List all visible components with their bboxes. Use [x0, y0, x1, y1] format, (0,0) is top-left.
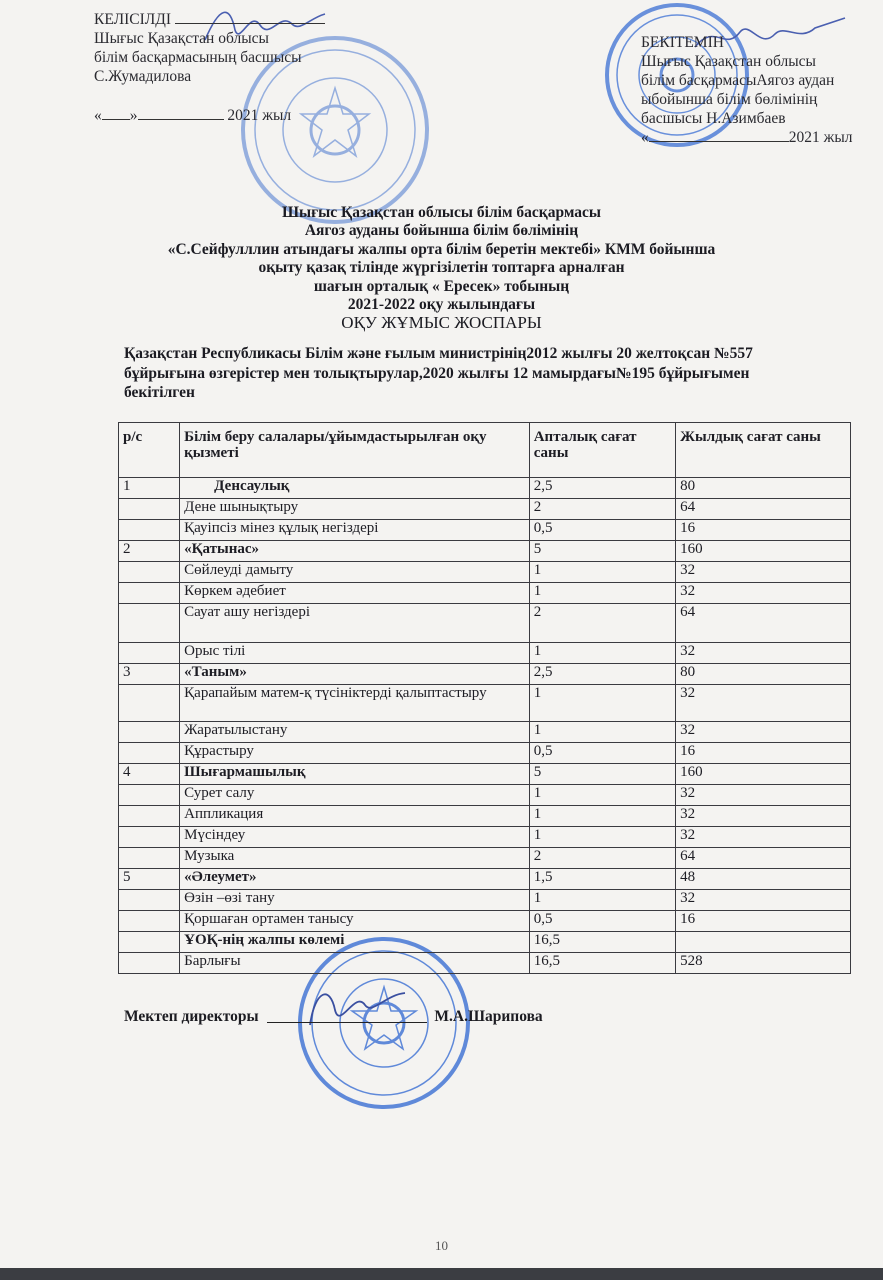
cell-number [119, 848, 180, 869]
approval-block-right [641, 33, 877, 147]
cell-yearly-hours: 16 [676, 911, 851, 932]
cell-subject: Барлығы [180, 953, 530, 974]
cell-subject: Аппликация [180, 806, 530, 827]
approval-right-line1: Шығыс Қазақстан облысы [641, 53, 816, 70]
cell-yearly-hours [676, 932, 851, 953]
cell-number: 5 [119, 869, 180, 890]
cell-subject: «Әлеумет» [180, 869, 530, 890]
cell-number [119, 583, 180, 604]
title-line-5: шағын орталық « Ересек» тобының [313, 277, 570, 295]
cell-subject: Көркем әдебиет [180, 583, 530, 604]
cell-weekly-hours: 2,5 [529, 664, 675, 685]
cell-weekly-hours: 5 [529, 764, 675, 785]
cell-subject: Құрастыру [180, 743, 530, 764]
cell-number [119, 890, 180, 911]
cell-subject: «Қатынас» [180, 541, 530, 562]
cell-number [119, 499, 180, 520]
cell-number [119, 604, 180, 643]
cell-yearly-hours: 528 [676, 953, 851, 974]
header-subject: Білім беру салалары/ұйымдастырылған оқу қызметі [180, 423, 530, 478]
cell-subject: Қарапайым матем-қ түсініктерді қалыптастыру [180, 685, 530, 722]
table-body [119, 478, 851, 974]
title-line-7: ОҚУ ЖҰМЫС ЖОСПАРЫ [341, 313, 542, 333]
cell-weekly-hours: 1 [529, 827, 675, 848]
cell-subject: Шығармашылық [180, 764, 530, 785]
approval-right-line4: басшысы Н.Азимбаев [641, 110, 786, 127]
header-number: р/с [119, 423, 180, 478]
cell-weekly-hours: 0,5 [529, 520, 675, 541]
approval-right-heading: БЕКІТЕМІН [641, 34, 724, 51]
cell-yearly-hours: 160 [676, 764, 851, 785]
table-row [119, 664, 851, 685]
approval-right-line3: ыбойынша білім бөлімінің [641, 91, 818, 108]
table-row [119, 685, 851, 722]
table-row [119, 785, 851, 806]
title-line-3: «С.Сейфулллин атындағы жалпы орта білім беретін мектебі» КММ бойынша [167, 240, 716, 258]
cell-weekly-hours: 1 [529, 685, 675, 722]
cell-number [119, 785, 180, 806]
title-line-6: 2021-2022 оқу жылындағы [347, 296, 536, 314]
cell-yearly-hours: 32 [676, 827, 851, 848]
header-weekly-hours: Апталық сағат саны [529, 423, 675, 478]
table-row [119, 932, 851, 953]
table-row [119, 541, 851, 562]
cell-yearly-hours: 48 [676, 869, 851, 890]
cell-yearly-hours: 32 [676, 562, 851, 583]
table-row [119, 743, 851, 764]
cell-yearly-hours: 32 [676, 806, 851, 827]
cell-subject: Жаратылыстану [180, 722, 530, 743]
cell-subject: Сауат ашу негіздері [180, 604, 530, 643]
table-row [119, 643, 851, 664]
cell-subject: «Таным» [180, 664, 530, 685]
director-label: Мектеп директоры [124, 1008, 259, 1025]
cell-weekly-hours: 1 [529, 643, 675, 664]
cell-yearly-hours: 32 [676, 722, 851, 743]
cell-number [119, 911, 180, 932]
header-yearly-hours: Жылдық сағат саны [676, 423, 851, 478]
cell-weekly-hours: 1 [529, 785, 675, 806]
title-line-1: Шығыс Қазақстан облысы білім басқармасы [281, 204, 602, 221]
cell-subject: Орыс тілі [180, 643, 530, 664]
approval-left-line3: С.Жумадилова [94, 68, 192, 85]
cell-yearly-hours: 32 [676, 785, 851, 806]
cell-number [119, 685, 180, 722]
cell-subject: Денсаулық [180, 478, 530, 499]
cell-number: 2 [119, 541, 180, 562]
cell-subject: Дене шынықтыру [180, 499, 530, 520]
director-signature-line [124, 1008, 543, 1026]
table-row [119, 604, 851, 643]
table-row [119, 478, 851, 499]
table-row [119, 869, 851, 890]
cell-weekly-hours: 2 [529, 848, 675, 869]
cell-yearly-hours: 16 [676, 520, 851, 541]
cell-yearly-hours: 80 [676, 664, 851, 685]
approval-left-heading: КЕЛІСІЛДІ [94, 11, 172, 28]
table-row [119, 520, 851, 541]
table-row [119, 562, 851, 583]
curriculum-table [118, 422, 851, 974]
cell-yearly-hours: 16 [676, 743, 851, 764]
cell-weekly-hours: 2 [529, 499, 675, 520]
cell-weekly-hours: 0,5 [529, 743, 675, 764]
cell-weekly-hours: 5 [529, 541, 675, 562]
approval-right-line2: білім басқармасыАягоз аудан [641, 72, 835, 89]
cell-number [119, 520, 180, 541]
cell-number [119, 743, 180, 764]
approval-left-line2: білім басқармасының басшысы [94, 49, 302, 66]
table-row [119, 890, 851, 911]
cell-weekly-hours: 1,5 [529, 869, 675, 890]
cell-yearly-hours: 32 [676, 685, 851, 722]
table-row [119, 848, 851, 869]
cell-weekly-hours: 16,5 [529, 953, 675, 974]
cell-subject: ҰОҚ-нің жалпы көлемі [180, 932, 530, 953]
cell-weekly-hours: 0,5 [529, 911, 675, 932]
cell-number [119, 806, 180, 827]
cell-subject: Мүсіндеу [180, 827, 530, 848]
cell-subject: Қоршаған ортамен танысу [180, 911, 530, 932]
approval-left-date: « » 2021 жыл [94, 107, 292, 124]
cell-number: 3 [119, 664, 180, 685]
cell-yearly-hours: 32 [676, 583, 851, 604]
cell-yearly-hours: 64 [676, 604, 851, 643]
director-name: М.А.Шарипова [434, 1008, 543, 1025]
cell-weekly-hours: 1 [529, 722, 675, 743]
cell-number [119, 643, 180, 664]
table-row [119, 583, 851, 604]
table-row [119, 722, 851, 743]
cell-subject: Сурет салу [180, 785, 530, 806]
table-row [119, 827, 851, 848]
cell-yearly-hours: 80 [676, 478, 851, 499]
document-title [0, 204, 883, 333]
cell-number [119, 562, 180, 583]
cell-yearly-hours: 64 [676, 499, 851, 520]
cell-weekly-hours: 1 [529, 890, 675, 911]
cell-number [119, 827, 180, 848]
cell-weekly-hours: 2 [529, 604, 675, 643]
cell-yearly-hours: 32 [676, 643, 851, 664]
scan-bottom-edge [0, 1268, 883, 1280]
cell-subject: Сөйлеуді дамыту [180, 562, 530, 583]
table-row [119, 911, 851, 932]
title-line-2: Аягоз ауданы бойынша білім бөлімінің [304, 222, 579, 240]
table-row [119, 764, 851, 785]
cell-yearly-hours: 160 [676, 541, 851, 562]
cell-weekly-hours: 1 [529, 806, 675, 827]
table-row [119, 806, 851, 827]
cell-weekly-hours: 16,5 [529, 932, 675, 953]
cell-number: 1 [119, 478, 180, 499]
cell-subject: Өзін –өзі тану [180, 890, 530, 911]
cell-subject: Қауіпсіз мінез құлық негіздері [180, 520, 530, 541]
cell-weekly-hours: 2,5 [529, 478, 675, 499]
approval-block-left [94, 10, 325, 125]
signature-director [300, 975, 410, 1035]
cell-number [119, 932, 180, 953]
title-line-4: оқыту қазақ тілінде жүргізілетін топтарға арналған [258, 259, 625, 277]
table-row [119, 499, 851, 520]
approval-note: Қазақстан Республикасы Білім және ғылым министрінің2012 жылғы 20 желтоқсан №557 бұйрығына өзгерістер мен толықтырулар,2020 жылғы 12 мамырдағы№195 бұйрығымен бекітілген [124, 345, 753, 401]
approval-right-date: « 2021 жыл [641, 129, 853, 146]
table-header-row [119, 423, 851, 478]
cell-weekly-hours: 1 [529, 583, 675, 604]
cell-yearly-hours: 32 [676, 890, 851, 911]
cell-subject: Музыка [180, 848, 530, 869]
approval-left-line1: Шығыс Қазақстан облысы [94, 30, 269, 47]
table-row [119, 953, 851, 974]
page-number: 10 [435, 1238, 448, 1253]
cell-yearly-hours: 64 [676, 848, 851, 869]
cell-weekly-hours: 1 [529, 562, 675, 583]
cell-number: 4 [119, 764, 180, 785]
cell-number [119, 722, 180, 743]
cell-number [119, 953, 180, 974]
